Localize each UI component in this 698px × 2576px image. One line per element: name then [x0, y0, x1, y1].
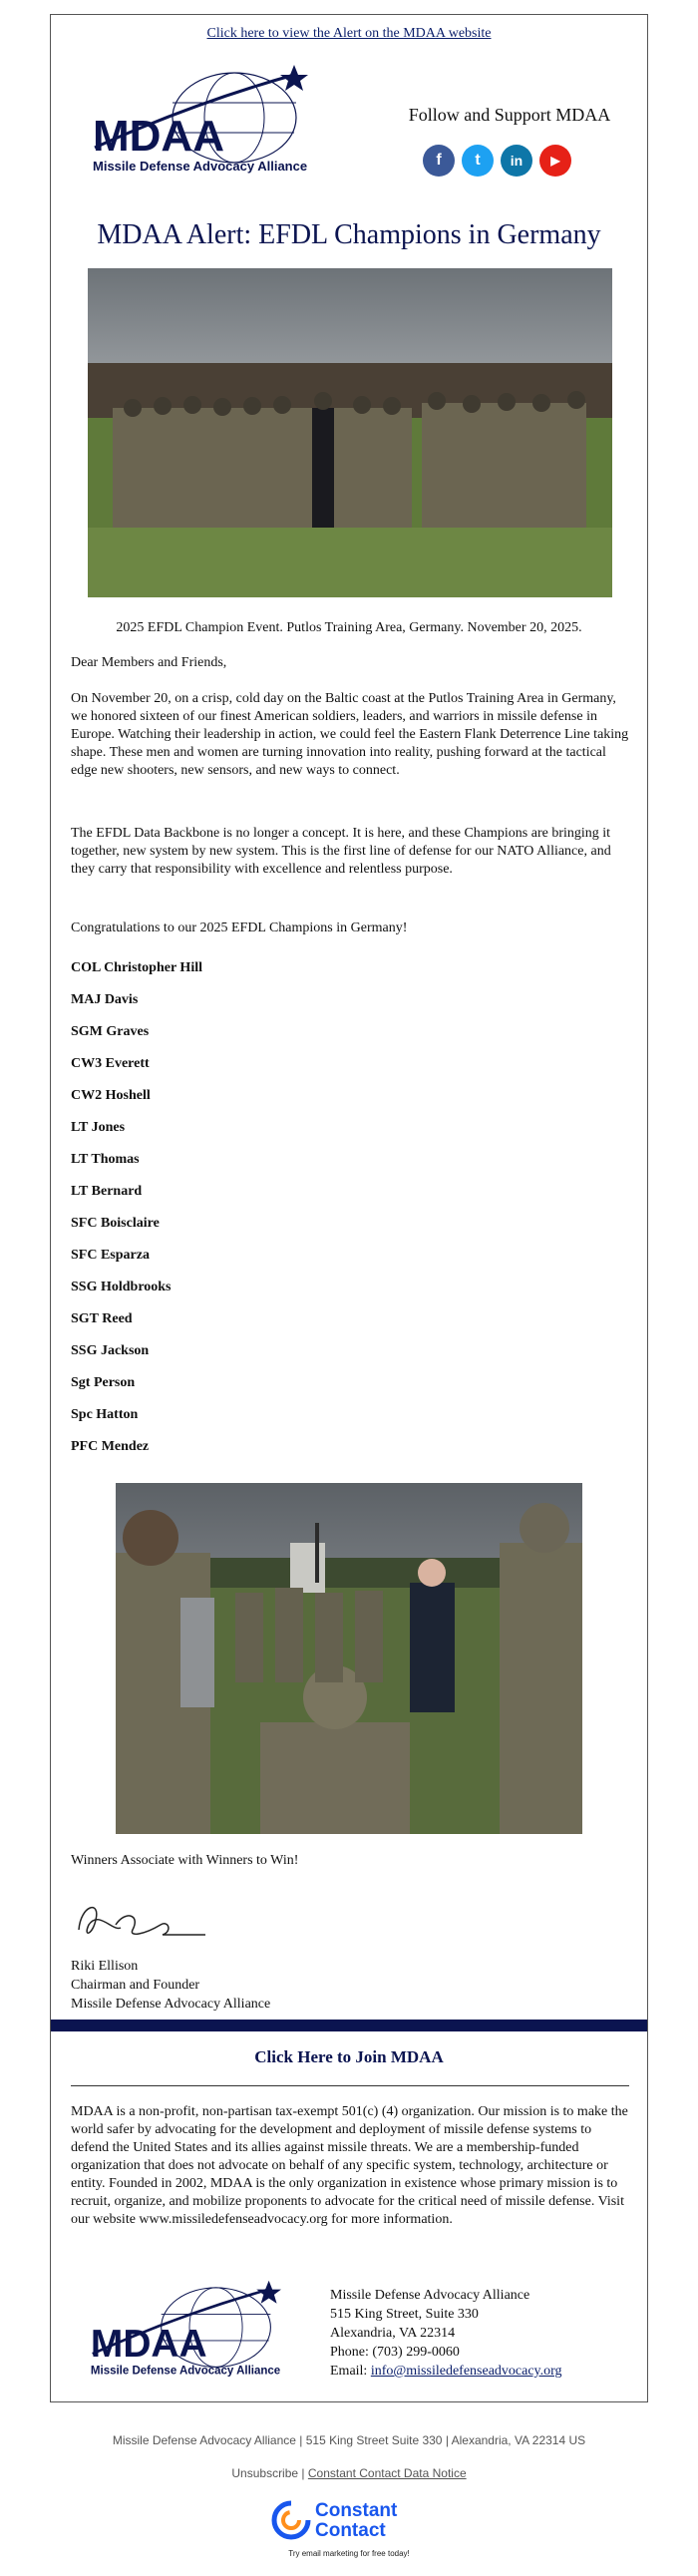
svg-text:Missile Defense Advocacy Allia: Missile Defense Advocacy Alliance — [93, 159, 308, 174]
svg-text:MDAA: MDAA — [93, 112, 224, 161]
contact-address — [330, 2286, 562, 2381]
champion-name: SSG Holdbrooks — [71, 1280, 172, 1294]
section-divider-bar — [51, 2020, 647, 2031]
join-mdaa-link[interactable]: Click Here to Join MDAA — [254, 2047, 444, 2066]
contact-street: 515 King Street, Suite 330 — [330, 2307, 479, 2322]
svg-text:Try email marketing for free t: Try email marketing for free today! — [288, 2549, 410, 2558]
signer-title: Chairman and Founder — [71, 1978, 200, 1993]
champion-name: COL Christopher Hill — [71, 960, 202, 975]
follow-text: Follow and Support MDAA — [408, 105, 611, 125]
mdaa-logo[interactable] — [75, 63, 334, 192]
youtube-icon[interactable]: ▶ — [539, 145, 571, 177]
champion-name: LT Bernard — [71, 1184, 143, 1199]
champion-name: Spc Hatton — [71, 1407, 139, 1422]
paragraph-2: The EFDL Data Backbone is no longer a concept. It is here, and these Champions are bringing it together, new system by new system. This is the first line of defense for our NATO Alliance, and they carry that responsibility with excellence and relentless purpose. — [71, 826, 611, 877]
svg-text:MDAA: MDAA — [90, 2322, 207, 2366]
champions-list — [71, 960, 470, 1471]
champion-name: SFC Boisclaire — [71, 1216, 160, 1231]
champion-name: LT Thomas — [71, 1152, 140, 1167]
signature — [71, 1890, 210, 1950]
divider-line — [71, 2085, 629, 2086]
signer-name: Riki Ellison — [71, 1959, 139, 1974]
signer-block — [71, 1957, 270, 2014]
signer-org: Missile Defense Advocacy Alliance — [71, 1997, 271, 2012]
constant-contact-logo[interactable] — [269, 2496, 429, 2562]
champion-name: SGM Graves — [71, 1024, 150, 1039]
group-photo — [88, 268, 612, 597]
champion-name: Sgt Person — [71, 1375, 136, 1390]
alert-title: MDAA Alert: EFDL Champions in Germany — [97, 219, 601, 250]
congrats-line: Congratulations to our 2025 EFDL Champions in Germany! — [71, 920, 408, 935]
paragraph-1: On November 20, on a crisp, cold day on the Baltic coast at the Putlos Training Area in Germany, we honored sixteen of our finest American soldiers, leaders, and warriors in missile defense in Europe. Watching their leadership in action, we could feel the Eastern Flank Deterrence Line taking shape. These men and women are turning innovation into reality, pushing forward at the tactical edge new shooters, new sensors, and new ways to connect. — [71, 691, 629, 778]
contact-email-row: Email: info@missiledefenseadvocacy.org — [330, 2364, 562, 2379]
champion-name: CW3 Everett — [71, 1056, 150, 1071]
greeting: Dear Members and Friends, — [71, 655, 227, 670]
view-alert-link[interactable]: Click here to view the Alert on the MDAA website — [206, 26, 492, 41]
twitter-icon[interactable]: t — [462, 145, 494, 177]
email-frame — [50, 14, 648, 2402]
view-online-row — [51, 26, 647, 42]
data-notice-link[interactable]: Constant Contact Data Notice — [307, 2466, 467, 2480]
contact-phone: Phone: (703) 299-0060 — [330, 2345, 460, 2360]
photo-caption: 2025 EFDL Champion Event. Putlos Training Area, Germany. November 20, 2025. — [116, 620, 582, 635]
unsubscribe-link[interactable]: Unsubscribe — [231, 2466, 299, 2480]
footer-address: Missile Defense Advocacy Alliance | 515 King Street Suite 330 | Alexandria, VA 22314 US — [112, 2433, 586, 2447]
social-links — [423, 145, 571, 177]
contact-city: Alexandria, VA 22314 — [330, 2326, 456, 2341]
closing-line: Winners Associate with Winners to Win! — [71, 1853, 299, 1868]
champion-name: PFC Mendez — [71, 1439, 150, 1454]
contact-org: Missile Defense Advocacy Alliance — [330, 2288, 530, 2303]
linkedin-icon[interactable]: in — [501, 145, 532, 177]
about-paragraph: MDAA is a non-profit, non-partisan tax-exempt 501(c) (4) organization. Our mission is to make the world safer by advocating for the development and deployment of missile defense systems to defend the United States and its allies against missile threats. We are a membership-funded organization that does not advocate on behalf of any specific system, technology, architecture or entity. Founded in 2002, MDAA is the only organization in existence whose primary mission is to recruit, organize, and mobilize proponents to advocate for the critical need of missile defense. Visit our website www.missiledefenseadvocacy.org for more information. — [71, 2104, 628, 2227]
svg-text:Contact: Contact — [315, 2520, 386, 2541]
mdaa-footer-logo[interactable] — [75, 2279, 304, 2393]
contact-email-link[interactable]: info@missiledefenseadvocacy.org — [370, 2364, 562, 2379]
svg-text:Constant: Constant — [315, 2500, 398, 2521]
svg-text:Missile Defense Advocacy Allia: Missile Defense Advocacy Alliance — [90, 2365, 281, 2378]
footer-links: Unsubscribe | Constant Contact Data Notice — [231, 2466, 467, 2480]
champion-name: MAJ Davis — [71, 992, 139, 1007]
award-photo — [116, 1483, 582, 1834]
champion-name: SGT Reed — [71, 1311, 133, 1326]
champion-name: CW2 Hoshell — [71, 1088, 151, 1103]
champion-name: SSG Jackson — [71, 1343, 150, 1358]
facebook-icon[interactable]: f — [423, 145, 455, 177]
champion-name: LT Jones — [71, 1120, 126, 1135]
champion-name: SFC Esparza — [71, 1248, 150, 1263]
